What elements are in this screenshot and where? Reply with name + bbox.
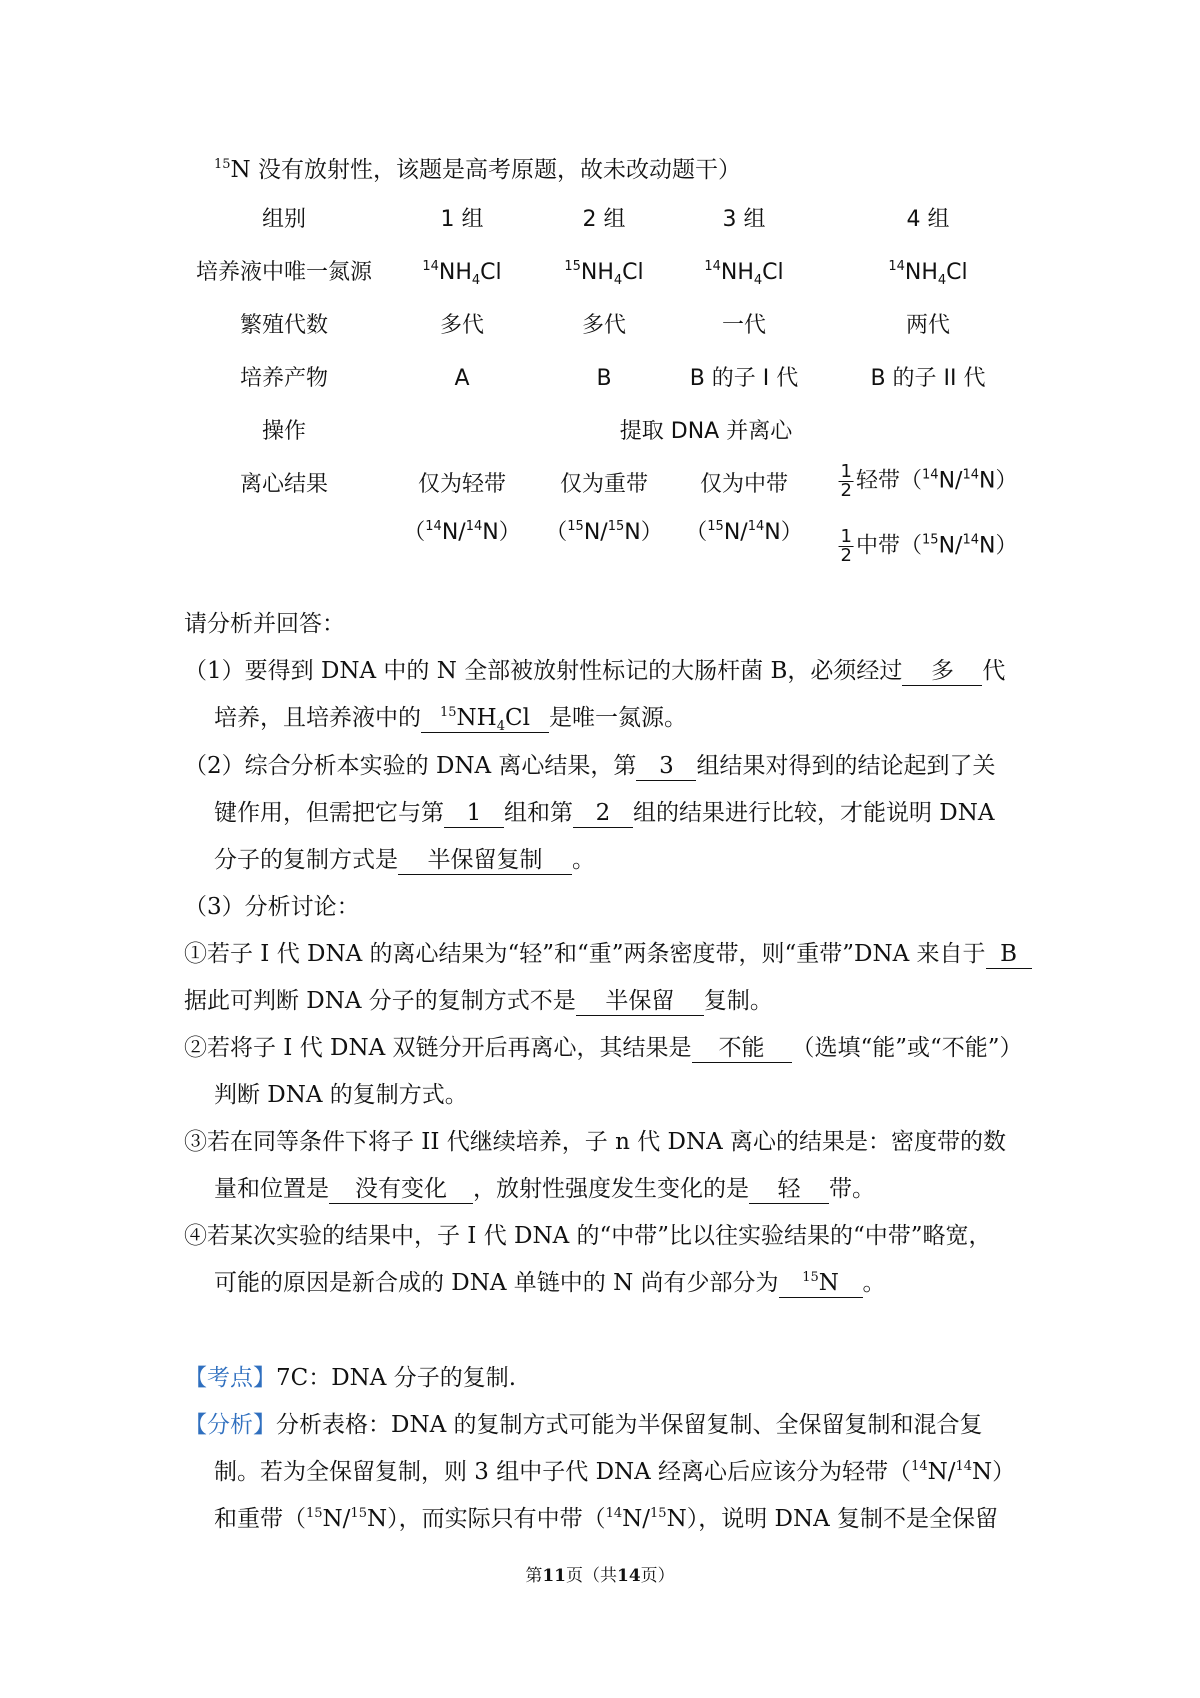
operation-cell: 提取 DNA 并离心: [619, 419, 793, 444]
operation-row-label: 操作: [261, 419, 307, 444]
text: 组和第: [504, 800, 573, 826]
sup: 15: [564, 259, 581, 274]
q1-line2: [214, 702, 687, 734]
table-header-col4: 4 组: [906, 207, 950, 232]
table-header-col3: 3 组: [722, 207, 766, 232]
sup: 14: [911, 1459, 928, 1474]
fenxi-line1: [184, 1409, 983, 1441]
band-text: 中带（: [856, 533, 923, 559]
result-cell-1-bottom: [403, 518, 520, 548]
answer-blank: 没有变化: [329, 1175, 473, 1204]
fenxi-line2: [214, 1456, 1015, 1488]
generations-cell-1: 多代: [439, 313, 485, 338]
formula: NH: [904, 260, 938, 285]
paren: （: [403, 520, 426, 545]
generations-row-label: 繁殖代数: [239, 313, 329, 338]
text: 可能的原因是新合成的 DNA 单链中的 N 尚有少部分为: [214, 1270, 779, 1296]
q3-item3-line2: [214, 1173, 875, 1205]
isotope: N: [818, 1270, 839, 1296]
result-cell-4-line1: [839, 463, 1018, 500]
nitrogen-cell-1: [422, 258, 501, 288]
sup: 14: [465, 519, 483, 534]
text: 。: [862, 1270, 886, 1296]
sup: 14: [888, 259, 905, 274]
isotope: N: [482, 520, 499, 545]
sub: 4: [471, 273, 481, 288]
paren: ）: [780, 520, 803, 545]
text: 分子的复制方式是: [214, 847, 398, 873]
band-text: 轻带（: [856, 468, 923, 494]
formula: NH: [580, 260, 614, 285]
text: 带。: [829, 1176, 875, 1202]
kaodian-tag: 【考点】: [184, 1365, 276, 1391]
sup: 15: [440, 705, 457, 720]
formula-tail: Cl: [505, 705, 530, 731]
product-cell-2: B: [596, 366, 612, 391]
answer-blank: B: [986, 940, 1032, 969]
q2-line1: [184, 750, 995, 782]
generations-cell-4: 两代: [905, 313, 951, 338]
intro-text: N 没有放射性，该题是高考原题，故未改动题干）: [230, 157, 741, 183]
nitrogen-cell-2: [564, 258, 643, 288]
isotope: N），而实际只有中带（: [366, 1506, 606, 1532]
result-cell-2-top: 仅为重带: [559, 472, 649, 497]
product-cell-1: A: [454, 366, 470, 391]
fraction-numerator: 1: [840, 526, 852, 547]
sup: 14: [605, 1506, 623, 1521]
isotope: N: [624, 520, 641, 545]
sub: 4: [496, 719, 506, 734]
isotope: N），说明 DNA 复制不是全保留: [666, 1506, 998, 1532]
text: 代: [982, 658, 1006, 684]
table-header-col1: 1 组: [440, 207, 484, 232]
answer-blank: 半保留: [576, 987, 704, 1016]
isotope: N）: [978, 468, 1018, 494]
formula: NH: [456, 705, 497, 731]
sup: 14: [955, 1459, 973, 1474]
sup: 14: [962, 532, 979, 548]
sup: 15: [567, 519, 584, 534]
table-header-label: 组别: [261, 207, 307, 232]
text: 和重带（: [214, 1506, 306, 1532]
fraction: [839, 528, 854, 565]
isotope: N/: [927, 1459, 956, 1485]
isotope: N）: [978, 533, 1018, 559]
result-row-label: 离心结果: [239, 472, 329, 497]
sup: 15: [707, 519, 724, 534]
q3-item3-line1: ③若在同等条件下将子 II 代继续培养，子 n 代 DNA 离心的结果是：密度带的数: [184, 1129, 1007, 1155]
formula-tail: Cl: [946, 260, 968, 285]
generations-cell-3: 一代: [721, 313, 767, 338]
isotope: N/: [583, 520, 608, 545]
sup: 14: [922, 467, 939, 483]
answer-blank: 半保留复制: [398, 846, 572, 875]
text: ，放射性强度发生变化的是: [473, 1176, 749, 1202]
text: （1）要得到 DNA 中的 N 全部被放射性标记的大肠杆菌 B，必须经过: [184, 658, 903, 684]
isotope: N/: [723, 520, 748, 545]
nitrogen-row-label: 培养液中唯一氮源: [195, 260, 373, 285]
isotope: N: [764, 520, 781, 545]
text: 量和位置是: [214, 1176, 329, 1202]
fraction: [839, 463, 854, 500]
sup: 14: [422, 259, 439, 274]
result-cell-4-line2: [839, 528, 1018, 565]
nitrogen-cell-4: [888, 258, 967, 288]
product-row-label: 培养产物: [239, 366, 329, 391]
text: （选填“能”或“不能”）: [791, 1035, 1023, 1061]
text: 复制。: [703, 988, 773, 1014]
isotope-superscript: 15: [214, 157, 231, 172]
formula-tail: Cl: [480, 260, 502, 285]
text: 。: [572, 847, 595, 873]
fenxi-line3: [214, 1503, 998, 1535]
result-cell-3-top: 仅为中带: [699, 472, 789, 497]
fraction-numerator: 1: [840, 461, 852, 482]
paren: （: [685, 520, 708, 545]
text: 分析表格：DNA 的复制方式可能为半保留复制、全保留复制和混合复: [276, 1412, 983, 1438]
sub: 4: [753, 273, 763, 288]
text: 制。若为全保留复制，则 3 组中子代 DNA 经离心后应该分为轻带（: [214, 1459, 912, 1485]
fraction-denominator: 2: [840, 480, 852, 501]
answer-blank: 2: [573, 799, 633, 828]
question-prompt: 请分析并回答：: [184, 611, 345, 637]
isotope: N/: [938, 533, 963, 559]
isotope: N/: [322, 1506, 351, 1532]
paren: （: [545, 520, 568, 545]
q3-item2-line2: 判断 DNA 的复制方式。: [214, 1082, 468, 1108]
sup: 15: [607, 519, 625, 534]
sup: 15: [650, 1506, 667, 1521]
result-cell-3-bottom: [685, 518, 802, 548]
product-cell-4: B 的子 II 代: [870, 366, 986, 391]
footer-text: 第: [525, 1566, 543, 1586]
q3-item2-line1: [184, 1032, 1023, 1064]
answer-blank: 轻: [749, 1175, 829, 1204]
answer-blank: 不能: [692, 1034, 792, 1063]
intro-line: [214, 154, 741, 186]
q3-item4-line1: ④若某次实验的结果中，子 I 代 DNA 的“中带”比以往实验结果的“中带”略宽，: [184, 1223, 992, 1249]
text: ②若将子 I 代 DNA 双链分开后再离心，其结果是: [184, 1035, 692, 1061]
result-cell-1-top: 仅为轻带: [417, 472, 507, 497]
isotope: N/: [441, 520, 466, 545]
kaodian-text: 7C：DNA 分子的复制.: [276, 1365, 517, 1391]
result-cell-2-bottom: [545, 518, 662, 548]
text: ①若子 I 代 DNA 的离心结果为“轻”和“重”两条密度带，则“重带”DNA 来自于: [184, 941, 986, 967]
footer-text: 页（共: [566, 1566, 617, 1586]
formula: NH: [438, 260, 472, 285]
page-footer: [0, 1564, 1200, 1588]
q3-item1-line2: [184, 985, 773, 1017]
sup: 14: [747, 519, 765, 534]
product-cell-3: B 的子 I 代: [689, 366, 799, 391]
sup: 15: [350, 1506, 367, 1521]
text: 组结果对得到的结论起到了关: [696, 753, 996, 779]
paren: ）: [498, 520, 521, 545]
isotope: N/: [622, 1506, 651, 1532]
text: 是唯一氮源。: [549, 705, 687, 731]
sup: 15: [802, 1270, 819, 1285]
generations-cell-2: 多代: [581, 313, 627, 338]
q2-line2: [214, 797, 995, 829]
text: 键作用，但需把它与第: [214, 800, 444, 826]
q3-item4-line2: [214, 1267, 886, 1299]
q3-title: （3）分析讨论：: [184, 894, 360, 920]
sup: 14: [962, 467, 979, 483]
page-number: 11: [542, 1566, 566, 1586]
paren: ）: [640, 520, 663, 545]
kaodian-line: [184, 1362, 516, 1394]
sup: 14: [425, 519, 442, 534]
text: 组的结果进行比较，才能说明 DNA: [633, 800, 995, 826]
isotope: N/: [938, 468, 963, 494]
formula-tail: Cl: [622, 260, 644, 285]
text: 据此可判断 DNA 分子的复制方式不是: [184, 988, 576, 1014]
q1-line1: [184, 655, 1005, 687]
sub: 4: [937, 273, 947, 288]
total-pages: 14: [617, 1566, 641, 1586]
footer-text: 页）: [640, 1566, 675, 1586]
q3-item1-line1: [184, 938, 1032, 970]
q2-line3: [214, 844, 595, 876]
sup: 15: [922, 532, 939, 548]
fraction-denominator: 2: [840, 545, 852, 566]
answer-blank: 3: [636, 752, 696, 781]
sub: 4: [613, 273, 623, 288]
nitrogen-cell-3: [704, 258, 783, 288]
answer-blank: 多: [902, 657, 982, 686]
isotope: N）: [972, 1459, 1016, 1485]
sup: 15: [306, 1506, 323, 1521]
fenxi-tag: 【分析】: [184, 1412, 276, 1438]
answer-blank: 1: [444, 799, 504, 828]
text: （2）综合分析本实验的 DNA 离心结果，第: [184, 753, 637, 779]
answer-blank: [421, 704, 549, 733]
formula-tail: Cl: [762, 260, 784, 285]
table-header-col2: 2 组: [582, 207, 626, 232]
text: 培养，且培养液中的: [214, 705, 421, 731]
formula: NH: [720, 260, 754, 285]
sup: 14: [704, 259, 721, 274]
answer-blank: [779, 1269, 863, 1298]
